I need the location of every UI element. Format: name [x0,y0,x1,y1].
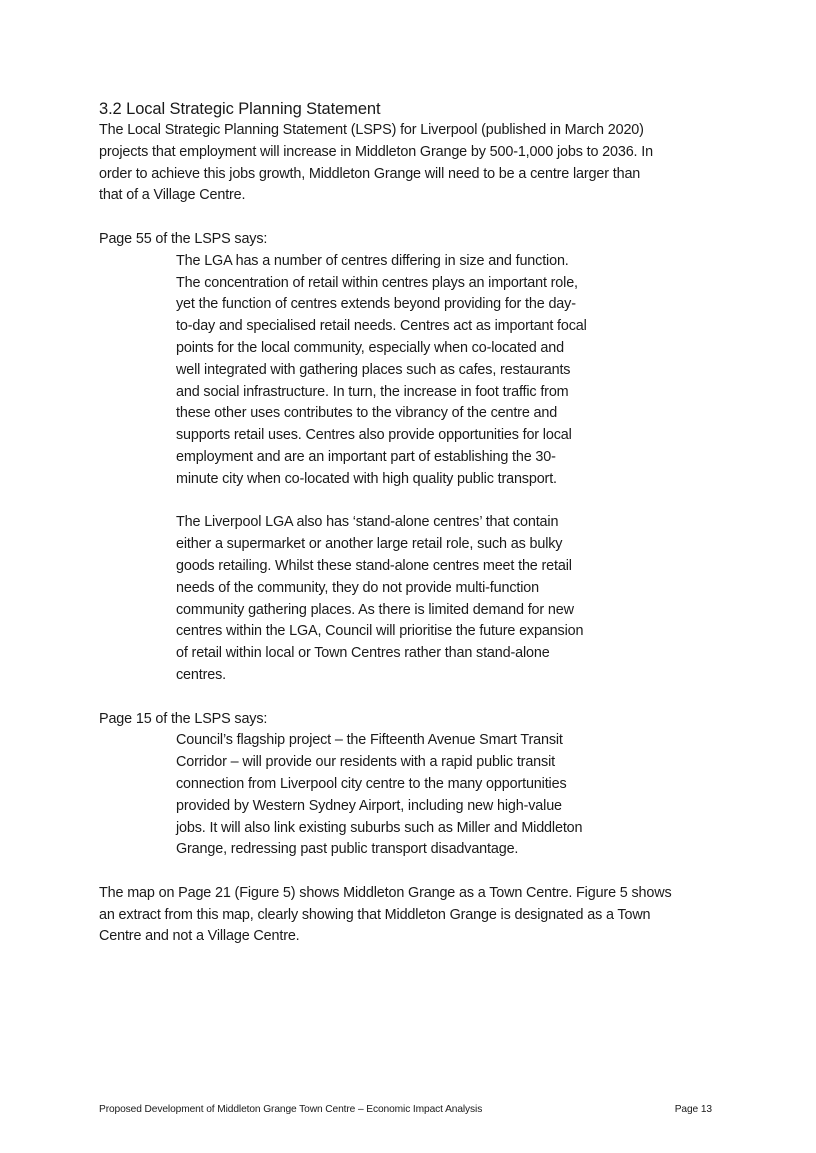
quote-lsps-page55-part2 [176,512,626,686]
quote-line: of retail within local or Town Centres rather than stand-alone [176,645,550,662]
quote-line: Grange, redressing past public transport disadvantage. [176,841,519,858]
page55-label: Page 55 of the LSPS says: [99,230,268,247]
intro-line: The Local Strategic Planning Statement (LSPS) for Liverpool (published in March 2020) [99,122,644,138]
quote-line: well integrated with gathering places such as cafes, restaurants [176,361,571,378]
quote-line: The LGA has a number of centres differing in size and function. [176,252,569,269]
quote-line: The concentration of retail within centres plays an important role, [176,274,578,291]
intro-line: that of a Village Centre. [99,187,246,204]
intro-line: order to achieve this jobs growth, Middleton Grange will need to be a centre larger than [99,165,641,182]
quote-line: these other uses contributes to the vibrancy of the centre and [176,405,558,422]
quote-line: Council’s flagship project – the Fifteenth Avenue Smart Transit [176,732,563,749]
quote-line: connection from Liverpool city centre to the many opportunities [176,775,567,792]
closing-paragraph [99,883,719,948]
quote-line: supports retail uses. Centres also provide opportunities for local [176,427,572,444]
footer-document-title: Proposed Development of Middleton Grange Town Centre – Economic Impact Analysis [99,1104,483,1115]
intro-line: projects that employment will increase in Middleton Grange by 500-1,000 jobs to 2036. In [99,143,653,160]
quote-lsps-page15 [176,730,626,861]
page15-label: Page 15 of the LSPS says: [99,710,268,727]
quote-line: community gathering places. As there is limited demand for new [176,601,574,618]
spacer [99,491,719,513]
intro-paragraph [99,120,719,207]
footer-page-number: Page 13 [674,1104,712,1115]
quote-line: jobs. It will also link existing suburbs such as Miller and Middleton [176,819,583,836]
spacer [99,207,719,229]
quote-line: to-day and specialised retail needs. Centres act as important focal [176,318,587,335]
quote-line: centres within the LGA, Council will prioritise the future expansion [176,623,584,640]
closing-line: The map on Page 21 (Figure 5) shows Middleton Grange as a Town Centre. Figure 5 shows [99,884,672,901]
page-content [99,98,719,948]
quote-line: points for the local community, especially when co-located and [176,339,564,356]
section-heading: 3.2 Local Strategic Planning Statement [99,100,381,118]
quote-line: needs of the community, they do not provide multi-function [176,579,539,596]
quote-line: and social infrastructure. In turn, the increase in foot traffic from [176,383,569,400]
spacer [99,861,719,883]
quote-line: The Liverpool LGA also has ‘stand-alone centres’ that contain [176,514,559,531]
quote-line: employment and are an important part of establishing the 30- [176,448,556,465]
quote-line: either a supermarket or another large retail role, such as bulky [176,536,563,553]
closing-line: Centre and not a Village Centre. [99,928,300,945]
quote-line: minute city when co-located with high quality public transport. [176,470,557,487]
quote-line: centres. [176,666,226,683]
quote-line: yet the function of centres extends beyond providing for the day- [176,296,576,313]
quote-line: provided by Western Sydney Airport, including new high-value [176,797,562,814]
quote-line: goods retailing. Whilst these stand-alone centres meet the retail [176,557,572,574]
closing-line: an extract from this map, clearly showing that Middleton Grange is designated as a Town [99,906,651,923]
quote-line: Corridor – will provide our residents with a rapid public transit [176,754,555,771]
spacer [99,687,719,709]
quote-lsps-page55-part1 [176,251,626,491]
